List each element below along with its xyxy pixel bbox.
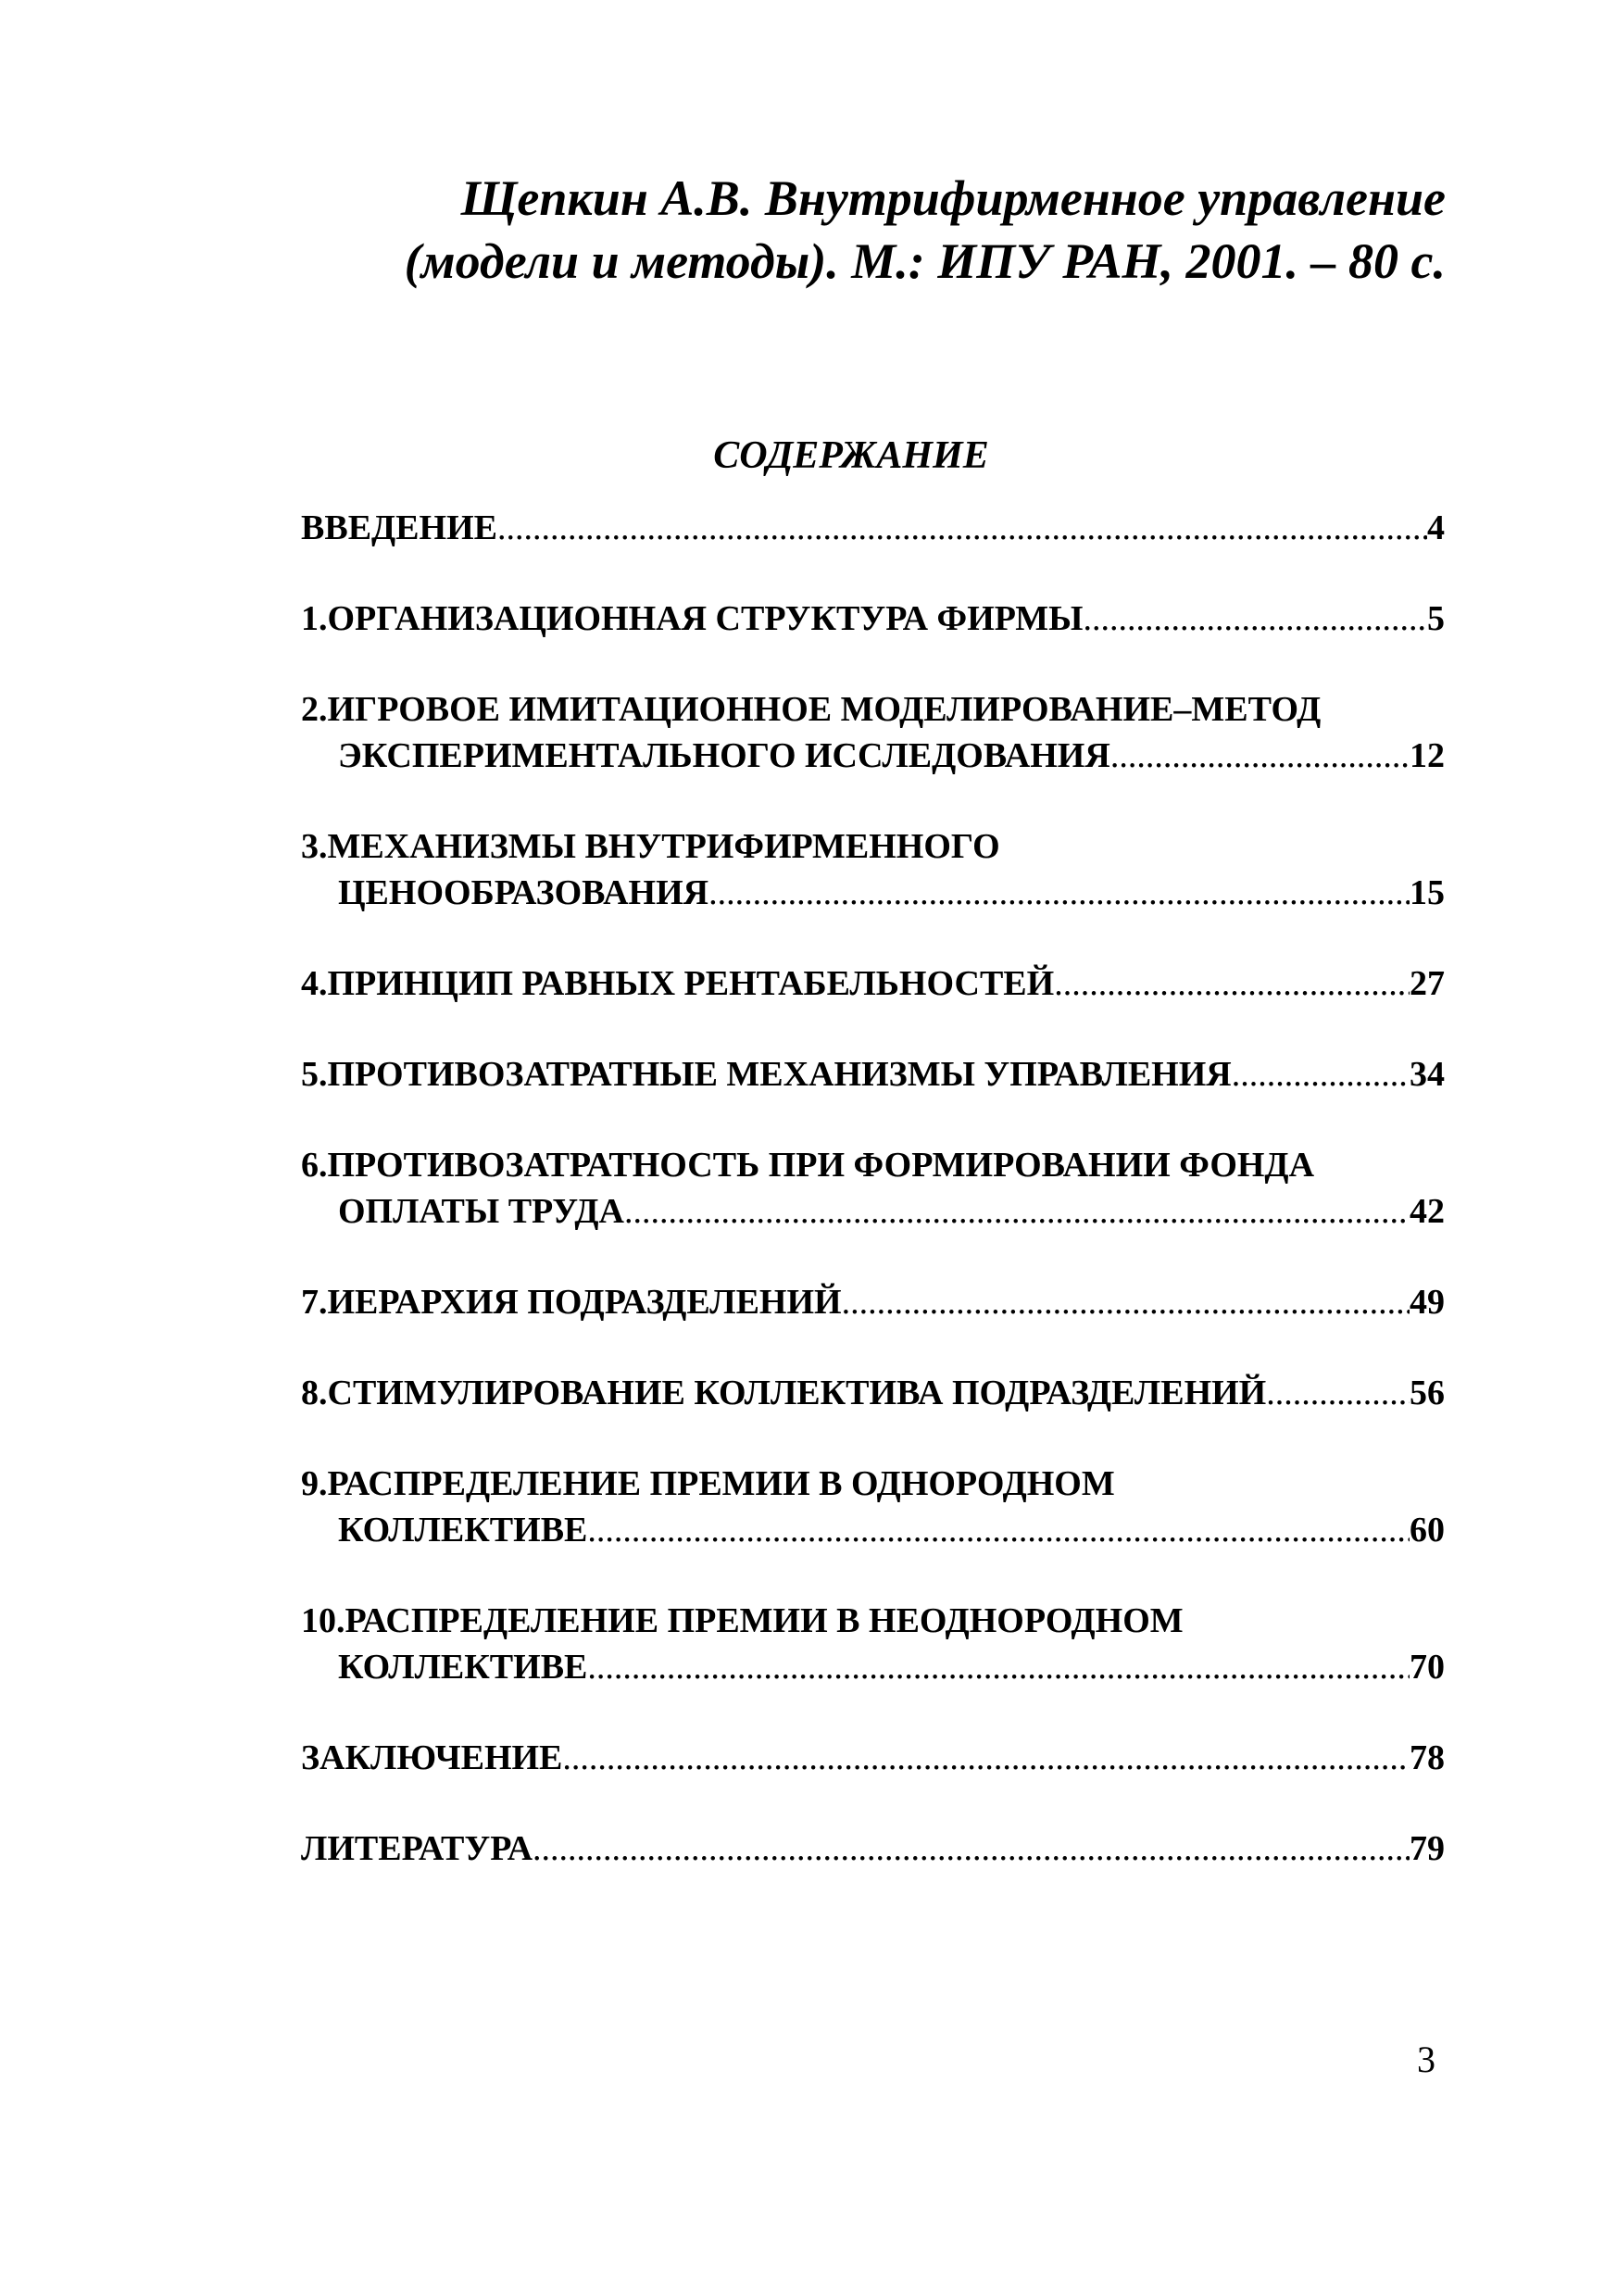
book-citation	[242, 167, 1446, 293]
toc-page-number: 5	[1427, 599, 1445, 638]
toc-entry-label: 6.ПРОТИВОЗАТРАТНОСТЬ ПРИ ФОРМИРОВАНИИ ФОНДА	[301, 1146, 1315, 1185]
citation-line-2: (модели и методы). М.: ИПУ РАН, 2001. – 80 с.	[404, 233, 1446, 289]
toc-dot-leader	[842, 1279, 1410, 1325]
toc-entry-label: 1.ОРГАНИЗАЦИОННАЯ СТРУКТУРА ФИРМЫ	[301, 599, 1084, 638]
toc-entry-references	[301, 1826, 1445, 1872]
toc-entry-chapter-6	[301, 1142, 1445, 1235]
toc-entry-label: 10.РАСПРЕДЕЛЕНИЕ ПРЕМИИ В НЕОДНОРОДНОМ	[301, 1601, 1184, 1640]
citation-line-1: Щепкин А.В. Внутрифирменное управление	[460, 170, 1446, 226]
toc-dot-leader	[562, 1735, 1410, 1781]
toc-entry-label: 9.РАСПРЕДЕЛЕНИЕ ПРЕМИИ В ОДНОРОДНОМ	[301, 1464, 1115, 1503]
toc-entry-introduction	[301, 505, 1445, 551]
toc-dot-leader	[1110, 733, 1410, 779]
toc-page-number: 49	[1410, 1283, 1445, 1322]
page-number: 3	[1417, 2039, 1435, 2080]
toc-dot-leader	[497, 505, 1427, 551]
toc-dot-leader	[533, 1826, 1410, 1872]
toc-entry-label: ЗАКЛЮЧЕНИЕ	[301, 1738, 563, 1777]
toc-page-number: 12	[1410, 736, 1445, 775]
toc-entry-chapter-4	[301, 960, 1445, 1007]
toc-entry-label: 4.ПРИНЦИП РАВНЫХ РЕНТАБЕЛЬНОСТЕЙ	[301, 964, 1055, 1003]
toc-dot-leader	[1232, 1051, 1410, 1098]
toc-entry-label-continued: ЭКСПЕРИМЕНТАЛЬНОГО ИССЛЕДОВАНИЯ	[338, 736, 1110, 775]
toc-page-number: 78	[1410, 1738, 1445, 1777]
toc-entry-chapter-10	[301, 1598, 1445, 1690]
toc-entry-chapter-7	[301, 1279, 1445, 1325]
toc-entry-label: 2.ИГРОВОЕ ИМИТАЦИОННОЕ МОДЕЛИРОВАНИЕ–МЕТОД	[301, 690, 1322, 729]
toc-entry-chapter-1	[301, 596, 1445, 642]
toc-entry-label: 7.ИЕРАРХИЯ ПОДРАЗДЕЛЕНИЙ	[301, 1283, 842, 1322]
toc-entry-label-continued: КОЛЛЕКТИВЕ	[338, 1511, 588, 1549]
toc-entry-label: 3.МЕХАНИЗМЫ ВНУТРИФИРМЕННОГО	[301, 827, 1000, 866]
toc-entry-label-continued: ОПЛАТЫ ТРУДА	[338, 1192, 624, 1231]
toc-entry-chapter-2	[301, 686, 1445, 779]
toc-page-number: 27	[1410, 964, 1445, 1003]
toc-page-number: 42	[1410, 1192, 1445, 1231]
toc-entry-label: 8.СТИМУЛИРОВАНИЕ КОЛЛЕКТИВА ПОДРАЗДЕЛЕНИЙ	[301, 1374, 1267, 1412]
toc-entry-label: 5.ПРОТИВОЗАТРАТНЫЕ МЕХАНИЗМЫ УПРАВЛЕНИЯ	[301, 1055, 1232, 1094]
toc-dot-leader	[708, 870, 1410, 916]
table-of-contents	[301, 505, 1445, 1916]
toc-dot-leader	[1266, 1370, 1410, 1416]
toc-entry-chapter-3	[301, 823, 1445, 916]
toc-entry-chapter-8	[301, 1370, 1445, 1416]
toc-entry-chapter-9	[301, 1461, 1445, 1553]
toc-page-number: 4	[1427, 508, 1445, 547]
toc-page-number: 70	[1410, 1648, 1445, 1687]
toc-entry-conclusion	[301, 1735, 1445, 1781]
toc-entry-label-continued: КОЛЛЕКТИВЕ	[338, 1648, 588, 1687]
toc-entry-chapter-5	[301, 1051, 1445, 1098]
toc-entry-label: ЛИТЕРАТУРА	[301, 1829, 533, 1868]
toc-page-number: 34	[1410, 1055, 1445, 1094]
toc-page-number: 79	[1410, 1829, 1445, 1868]
toc-entry-label-continued: ЦЕНООБРАЗОВАНИЯ	[338, 873, 709, 912]
toc-page-number: 15	[1410, 873, 1445, 912]
toc-dot-leader	[1083, 596, 1427, 642]
toc-dot-leader	[1054, 960, 1410, 1007]
toc-page-number: 60	[1410, 1511, 1445, 1549]
toc-dot-leader	[587, 1644, 1410, 1690]
toc-dot-leader	[624, 1188, 1410, 1235]
toc-page-number: 56	[1410, 1374, 1445, 1412]
toc-dot-leader	[587, 1507, 1410, 1553]
toc-entry-label: ВВЕДЕНИЕ	[301, 508, 497, 547]
toc-title: СОДЕРЖАНИЕ	[713, 434, 989, 477]
